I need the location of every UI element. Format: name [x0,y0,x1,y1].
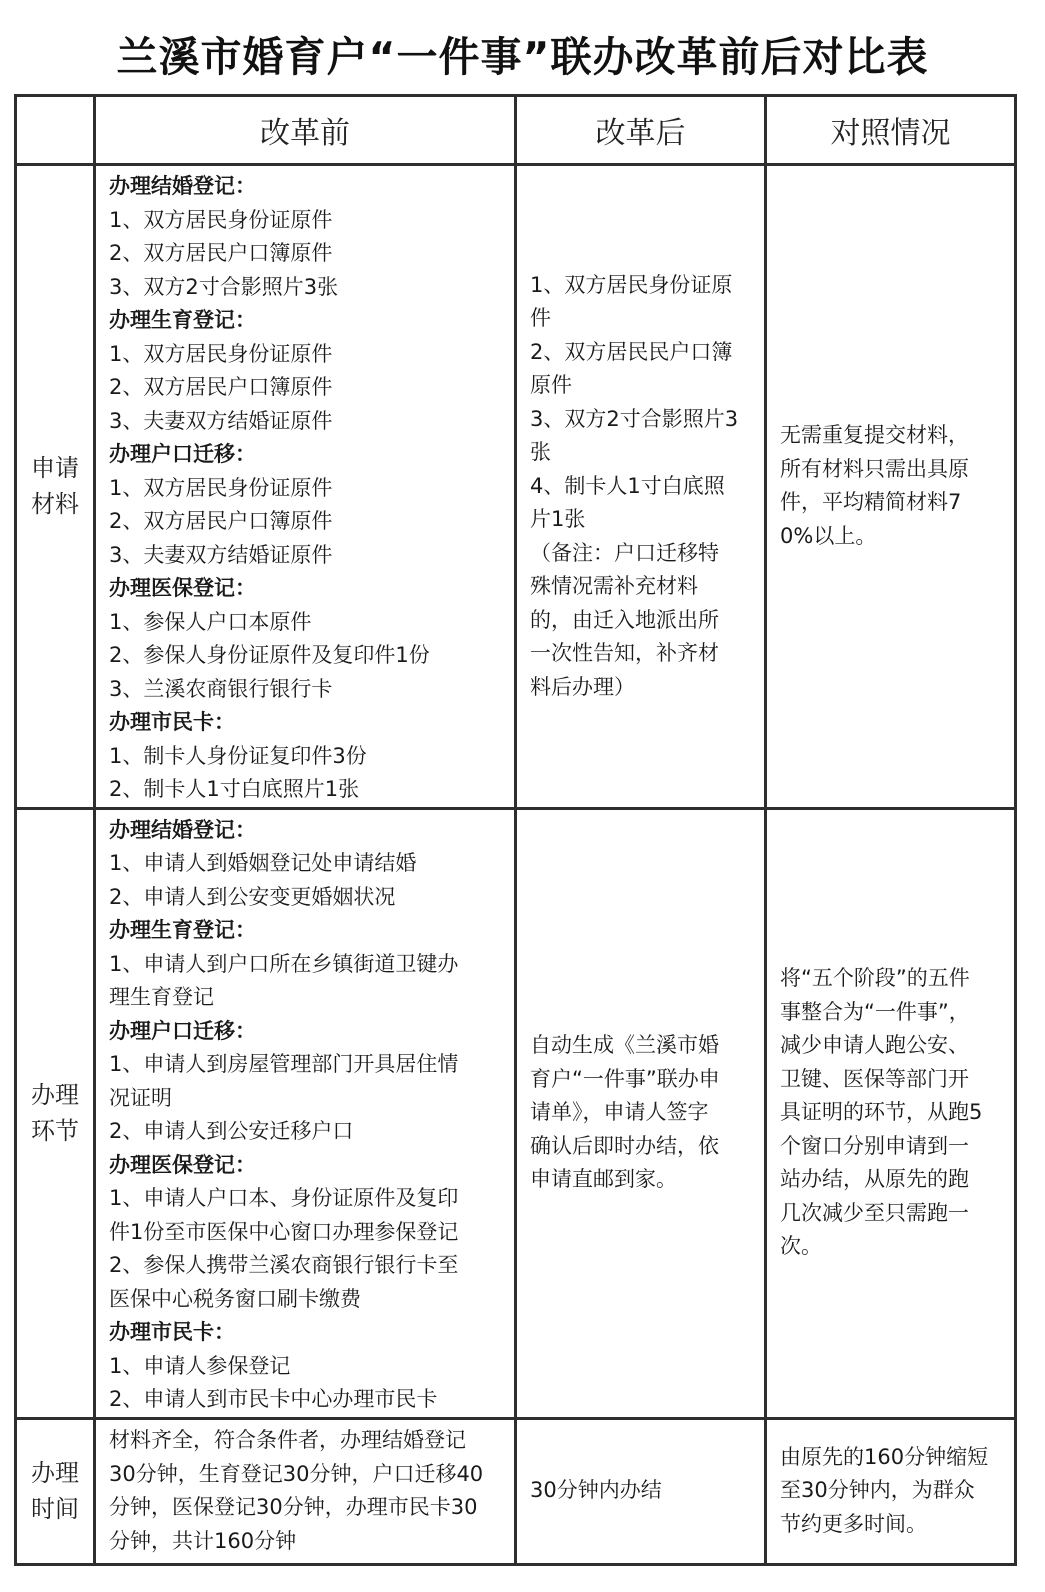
text-line: 个窗口分别申请到一 [780,1133,969,1158]
materials-after-cell [516,165,766,809]
section-title: 办理户口迁移： [109,442,256,466]
section-title: 办理生育登记： [109,308,256,332]
text-line: 将“五个阶段”的五件 [780,966,970,991]
text-line: 育户“一件事”联办申 [530,1066,720,1091]
text-line: 次。 [780,1234,822,1259]
list-item: 1、参保人户口本原件 [109,609,312,634]
text-line: 减少申请人跑公安、 [780,1033,969,1058]
list-item: 1、申请人到房屋管理部门开具居住情 [109,1052,459,1076]
text-line: 分钟，共计160分钟 [109,1528,297,1553]
time-before-cell [95,1418,516,1564]
text-line: 自动生成《兰溪市婚 [530,1033,719,1058]
text-line: 3、双方2寸合影照片3 [530,406,739,431]
list-item: 1、双方居民身份证原件 [109,341,333,366]
header-before: 改革前 [95,96,516,165]
text-line: 4、制卡人1寸白底照 [530,473,725,498]
list-item: 3、夫妻双方结婚证原件 [109,408,333,433]
text-line: 件 [530,306,551,330]
text-line: 由原先的160分钟缩短 [780,1444,989,1469]
list-item: 理生育登记 [109,985,214,1009]
materials-compare-cell [766,165,1016,809]
section-title: 办理结婚登记： [109,817,256,842]
table-row-materials [16,165,1016,809]
text-line: 30分钟，生育登记30分钟，户口迁移40 [109,1461,484,1486]
section-title: 办理生育登记： [109,918,256,942]
list-item: 3、夫妻双方结婚证原件 [109,542,333,567]
text-line: 0%以上。 [780,523,877,548]
table-header-row [16,96,1016,165]
text-line: （备注：户口迁移特 [530,540,719,565]
text-line: 的，由迁入地派出所 [530,607,719,632]
row-label-time: 办理 时间 [16,1418,95,1564]
text-line: 卫键、医保等部门开 [780,1066,969,1091]
header-blank [16,96,95,165]
text-line: 材料齐全，符合条件者，办理结婚登记 [109,1428,466,1452]
list-item: 1、申请人参保登记 [109,1353,291,1378]
section-title: 办理结婚登记： [109,174,256,198]
list-item: 1、制卡人身份证复印件3份 [109,743,367,768]
list-item: 3、双方2寸合影照片3张 [109,274,339,299]
list-item: 况证明 [109,1085,172,1110]
list-item: 1、申请人户口本、身份证原件及复印 [109,1186,459,1210]
list-item: 1、双方居民身份证原件 [109,207,333,232]
text-line: 几次减少至只需跑一 [780,1200,969,1225]
row-label-materials: 申请 材料 [16,165,95,809]
process-before-cell [95,808,516,1418]
text-line: 30分钟内办结 [530,1478,662,1503]
text-line: 料后办理） [530,674,635,699]
process-after-cell [516,808,766,1418]
table-row-process [16,808,1016,1418]
list-item: 2、双方居民户口簿原件 [109,509,333,533]
list-item: 2、参保人携带兰溪农商银行银行卡至 [109,1253,459,1277]
list-item: 1、申请人到户口所在乡镇街道卫键办 [109,951,459,976]
section-title: 办理医保登记： [109,576,256,600]
text-line: 至30分钟内，为群众 [780,1478,975,1503]
table-row-time [16,1418,1016,1564]
text-line: 1、双方居民身份证原 [530,272,733,297]
list-item: 2、申请人到公安变更婚姻状况 [109,884,396,909]
text-line: 片1张 [530,507,586,531]
list-item: 3、兰溪农商银行银行卡 [109,676,333,701]
header-compare: 对照情况 [766,96,1016,165]
list-item: 1、双方居民身份证原件 [109,475,333,500]
text-line: 张 [530,440,551,464]
text-line: 申请直邮到家。 [530,1167,677,1192]
list-item: 医保中心税务窗口刷卡缴费 [109,1286,361,1311]
list-item: 2、双方居民户口簿原件 [109,241,333,265]
list-item: 1、申请人到婚姻登记处申请结婚 [109,851,417,875]
text-line: 分钟，医保登记30分钟，办理市民卡30 [109,1495,478,1519]
text-line: 确认后即时办结，依 [530,1133,719,1158]
text-line: 事整合为“一件事”， [780,999,970,1024]
text-line: 件，平均精简材料7 [780,490,962,515]
section-title: 办理户口迁移： [109,1018,256,1043]
text-line: 无需重复提交材料， [780,423,969,448]
list-item: 2、申请人到市民卡中心办理市民卡 [109,1387,438,1411]
text-line: 2、双方居民民户口簿 [530,339,733,364]
list-item: 2、制卡人1寸白底照片1张 [109,777,360,801]
list-item: 2、申请人到公安迁移户口 [109,1119,354,1143]
section-title: 办理医保登记： [109,1152,256,1177]
page-title: 兰溪市婚育户“一件事”联办改革前后对比表 [116,33,929,81]
time-after-cell [516,1418,766,1564]
header-after: 改革后 [516,96,766,165]
text-line: 殊情况需补充材料 [530,574,698,598]
time-compare-cell [766,1418,1016,1564]
process-compare-cell [766,808,1016,1418]
text-line: 所有材料只需出具原 [780,456,969,481]
section-title: 办理市民卡： [109,1320,235,1344]
list-item: 件1份至市医保中心窗口办理参保登记 [109,1219,459,1244]
list-item: 2、参保人身份证原件及复印件1份 [109,643,430,667]
text-line: 原件 [530,373,572,397]
text-line: 具证明的环节，从跑5 [780,1100,983,1125]
text-line: 一次性告知，补齐材 [530,641,719,665]
materials-before-cell [95,165,516,809]
text-line: 请单》，申请人签字 [530,1100,709,1125]
row-label-process: 办理 环节 [16,808,95,1418]
text-line: 站办结，从原先的跑 [780,1167,969,1192]
section-title: 办理市民卡： [109,710,235,734]
list-item: 2、双方居民户口簿原件 [109,375,333,399]
comparison-table [14,94,1017,1566]
text-line: 节约更多时间。 [780,1511,927,1536]
